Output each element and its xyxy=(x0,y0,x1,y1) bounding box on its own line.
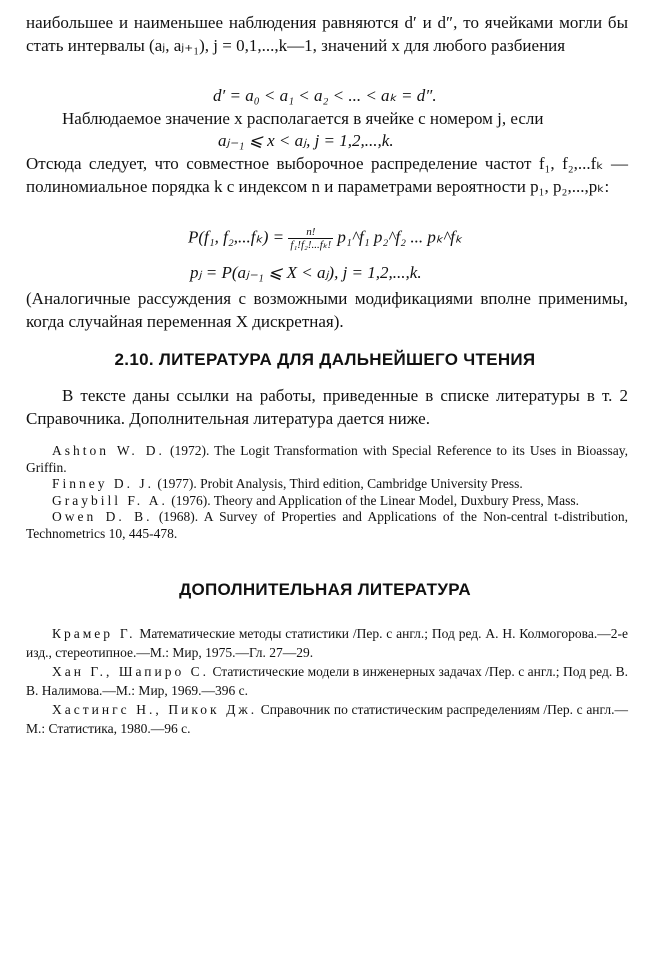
reference-list-english xyxy=(26,443,628,543)
section-heading-additional-literature: ДОПОЛНИТЕЛЬНАЯ ЛИТЕРАТУРА xyxy=(179,580,471,599)
reference-text: Справочник по статистическим распределениям /Пер. с англ.—М.: Статистика, 1980.—96 с. xyxy=(26,702,628,736)
reference-author: Крамер Г. xyxy=(52,626,136,641)
formula-partition: d′ = a₀ < a₁ < a₂ < ... < aₖ = d″. xyxy=(213,86,437,105)
reference-item xyxy=(26,509,628,542)
reference-list-russian xyxy=(26,624,628,738)
reference-author: Owen D. B. xyxy=(52,509,153,525)
reference-item xyxy=(26,624,628,662)
reference-text: Математические методы статистики /Пер. с англ.; Под ред. А. Н. Колмогорова.—2-е изд., стереотипное.—М.: Мир, 1975.—Гл. 27—29. xyxy=(26,626,628,660)
reference-text: (1976). Theory and Application of the Linear Model, Duxbury Press, Mass. xyxy=(171,492,579,508)
reference-item xyxy=(26,662,628,700)
formula-probability: pⱼ = P(aⱼ₋₁ ⩽ X < aⱼ), j = 1,2,...,k. xyxy=(190,263,422,282)
intro-paragraph-2: Наблюдаемое значение x располагается в ячейке с номером j, если xyxy=(62,109,544,128)
formula-cell-condition: aⱼ₋₁ ⩽ x < aⱼ, j = 1,2,...,k. xyxy=(218,131,394,150)
reference-author: Хан Г., Шапиро С. xyxy=(52,664,210,679)
intro-paragraph-3: Отсюда следует, что совместное выборочное распределение частот f₁, f₂,...fₖ — полиномиальное порядка k с индексом n и параметрами вероятности p₁, p₂,...,pₖ: xyxy=(26,154,628,196)
reference-item xyxy=(26,476,628,493)
section-heading-further-reading: 2.10. ЛИТЕРАТУРА ДЛЯ ДАЛЬНЕЙШЕГО ЧТЕНИЯ xyxy=(114,350,536,369)
fraction-numerator: n! xyxy=(288,226,333,239)
formula-multinomial-left: P(f₁, f₂,...fₖ) = xyxy=(188,227,285,247)
reference-text: Статистические модели в инженерных задачах /Пер. с англ.; Под ред. В. В. Налимова.—М.: Мир, 1969.—396 с. xyxy=(26,664,629,698)
section1-paragraph: В тексте даны ссылки на работы, приведенные в списке литературы в т. 2 Справочника. Дополнительная литература дается ниже. xyxy=(26,386,628,428)
formula-multinomial-fraction xyxy=(288,226,333,251)
intro-paragraph-1: наибольшее и наименьшее наблюдения равняются d′ и d″, то ячейками могли бы стать интервалы (aⱼ, aⱼ₊₁), j = 0,1,...,k—1, значений x для любого разбиения xyxy=(26,13,628,55)
reference-author: Хастингс Н., Пикок Дж. xyxy=(52,702,258,717)
formula-multinomial xyxy=(188,226,462,251)
reference-item xyxy=(26,700,628,738)
reference-text: (1972). The Logit Transformation with Special Reference to its Uses in Bioassay, Griffin. xyxy=(26,443,629,475)
reference-text: (1968). A Survey of Properties and Applications of the Non-central t-distribution, Technometrics 10, 445-478. xyxy=(26,509,628,541)
reference-text: (1977). Probit Analysis, Third edition, Cambridge University Press. xyxy=(157,476,523,492)
reference-item xyxy=(26,493,628,510)
formula-multinomial-right: p₁^f₁ p₂^f₂ ... pₖ^fₖ xyxy=(337,227,463,247)
reference-author: Ashton W. D. xyxy=(52,443,165,458)
intro-paragraph-4: (Аналогичные рассуждения с возможными модификациями вполне применимы, когда случайная переменная X дискретная). xyxy=(26,289,628,331)
fraction-denominator: f₁!f₂!...fₖ! xyxy=(290,239,332,251)
reference-author: Graybill F. A. xyxy=(52,492,168,508)
reference-author: Finney D. J. xyxy=(52,476,155,492)
reference-item xyxy=(26,443,628,476)
